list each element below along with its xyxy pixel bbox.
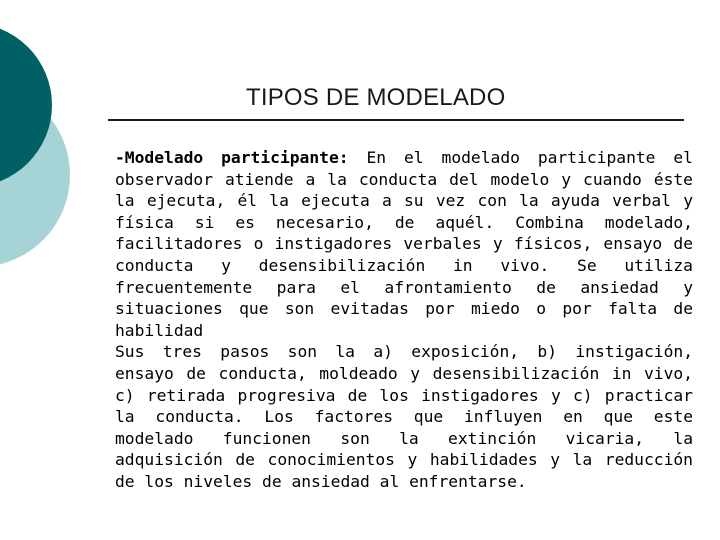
slide-title: TIPOS DE MODELADO xyxy=(246,84,506,111)
slide-body xyxy=(115,147,693,493)
term-definition: En el modelado participante el observador atiende a la conducta del modelo y cuando éste la ejecuta, él la ejecuta a su vez con la ayuda verbal y física si es necesario, de aquél. Combina modelado, facilitadores o instigadores verbales y físicos, ensayo de conducta y desensibilización in vivo. Se utiliza frecuentemente para el afrontamiento de ansiedad y situaciones que son evitadas por miedo o por falta de habilidad xyxy=(115,148,693,340)
decorative-circles xyxy=(0,0,120,300)
paragraph-participant-modeling xyxy=(115,147,693,341)
paragraph-steps: Sus tres pasos son la a) exposición, b) instigación, ensayo de conducta, moldeado y desensibilización in vivo, c) retirada progresiva de los instigadores y c) practicar la conducta. Los factores que influyen en que este modelado funcionen son la extinción vicaria, la adquisición de conocimientos y habilidades y la reducción de los niveles de ansiedad al enfrentarse. xyxy=(115,342,693,491)
title-underline xyxy=(108,119,684,121)
term-heading: -Modelado participante: xyxy=(115,148,349,167)
